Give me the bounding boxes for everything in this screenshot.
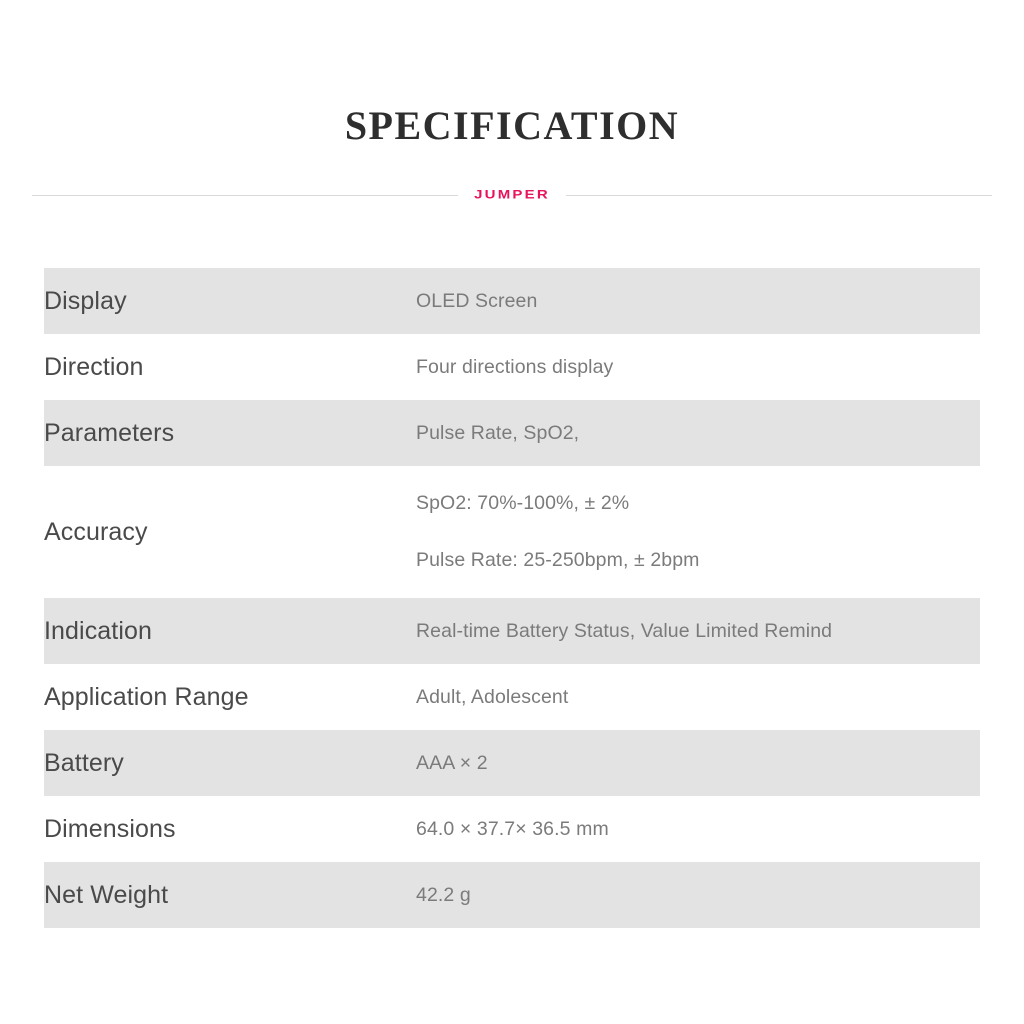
spec-value xyxy=(416,796,980,862)
spec-label: Battery xyxy=(44,730,416,796)
spec-label: Indication xyxy=(44,598,416,664)
spec-label: Net Weight xyxy=(44,862,416,928)
specification-table xyxy=(44,268,980,928)
spec-value-line: 64.0 × 37.7× 36.5 mm xyxy=(416,817,609,840)
spec-value-line: Pulse Rate, SpO2, xyxy=(416,421,580,444)
spec-value-line: AAA × 2 xyxy=(416,751,488,774)
spec-label: Dimensions xyxy=(44,796,416,862)
table-row xyxy=(44,268,980,334)
spec-value-line: 42.2 g xyxy=(416,883,471,906)
spec-label: Direction xyxy=(44,334,416,400)
table-row xyxy=(44,862,980,928)
table-row xyxy=(44,730,980,796)
spec-value xyxy=(416,334,980,400)
table-row xyxy=(44,796,980,862)
brand-wrapper xyxy=(0,184,1024,206)
spec-value xyxy=(416,400,980,466)
spec-value xyxy=(416,598,980,664)
spec-value-line: Pulse Rate: 25-250bpm, ± 2bpm xyxy=(416,549,700,571)
spec-value xyxy=(416,730,980,796)
spec-value-line: OLED Screen xyxy=(416,289,538,312)
brand-divider xyxy=(0,184,1024,206)
page-title: SPECIFICATION xyxy=(344,103,680,148)
table-row xyxy=(44,466,980,598)
spec-value-line: Adult, Adolescent xyxy=(416,685,569,708)
spec-value-line: SpO2: 70%-100%, ± 2% xyxy=(416,492,630,514)
brand-logo: JUMPER xyxy=(458,186,566,204)
table-row xyxy=(44,598,980,664)
spec-value xyxy=(416,466,980,598)
spec-label: Application Range xyxy=(44,664,416,730)
spec-value-line: Real-time Battery Status, Value Limited Remind xyxy=(416,619,833,642)
spec-value-line: Four directions display xyxy=(416,355,614,378)
spec-value xyxy=(416,862,980,928)
spec-value xyxy=(416,664,980,730)
spec-label: Accuracy xyxy=(44,466,416,598)
table-row xyxy=(44,334,980,400)
table-row xyxy=(44,400,980,466)
spec-label: Parameters xyxy=(44,400,416,466)
spec-label: Display xyxy=(44,268,416,334)
table-row xyxy=(44,664,980,730)
spec-value xyxy=(416,268,980,334)
